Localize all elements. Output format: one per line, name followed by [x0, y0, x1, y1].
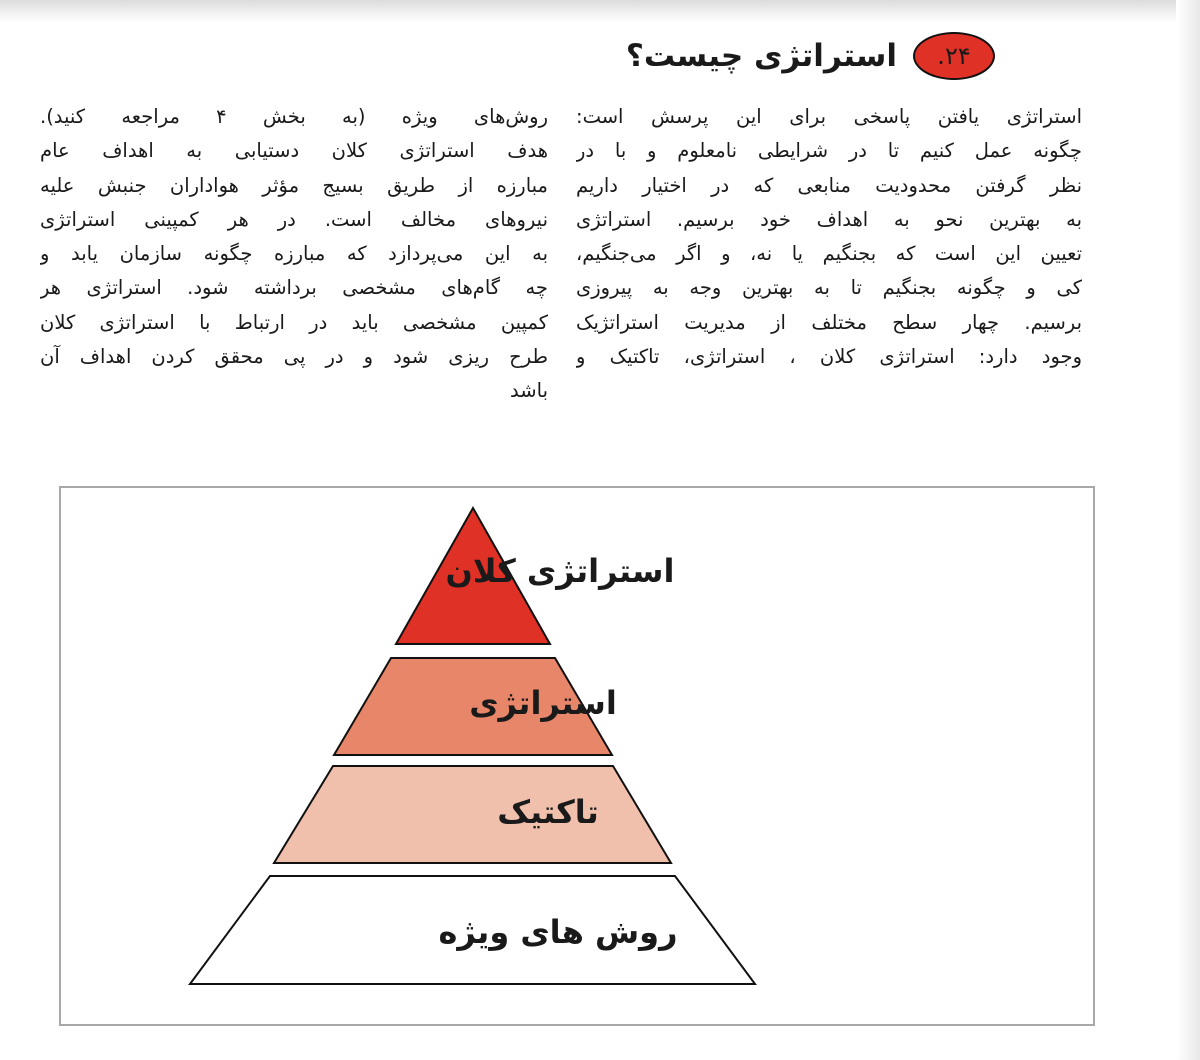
text-column-left [40, 100, 548, 409]
heading-number-badge [913, 32, 995, 80]
section-heading [626, 28, 995, 84]
heading-number: ۲۴. [937, 42, 971, 70]
pyramid-label-grand-strategy: استراتژی کلان [445, 552, 675, 590]
text-line: کمپین مشخصی باید در ارتباط با استراتژی کلان [40, 310, 548, 334]
text-line: به این می‌پردازد که مبارزه چگونه سازمان یابد و [40, 242, 548, 266]
text-column-right [576, 100, 1082, 374]
text-line: نظر گرفتن محدودیت منابعی که در اختیار داریم [576, 173, 1082, 197]
pyramid-label-tactics: تاکتیک [497, 793, 599, 831]
top-shadow-band [0, 0, 1200, 22]
text-line: مبارزه از طریق بسیج مؤثر هواداران جنبش علیه [40, 173, 548, 197]
text-line: نیروهای مخالف است. در هر کمپینی استراتژی [40, 207, 548, 231]
text-line: باشد [510, 379, 548, 403]
heading-title: استراتژی چیست؟ [625, 38, 897, 74]
pyramid-label-strategy: استراتژی [469, 684, 617, 722]
text-line: کی و چگونه بجنگیم تا به بهترین وجه به پیروزی [576, 276, 1082, 300]
pyramid-label-specific-methods: روش های ویژه [438, 913, 678, 951]
text-line: هدف استراتژی کلان دستیابی به اهداف عام [40, 139, 548, 163]
page-edge-shadow [1176, 0, 1200, 1060]
pyramid-figure-frame [59, 486, 1095, 1026]
text-line: استراتژی یافتن پاسخی برای این پرسش است: [576, 105, 1082, 128]
text-line: به بهترین نحو به اهداف خود برسیم. استراتژی [576, 207, 1082, 231]
text-line: وجود دارد: استراتژی کلان ، استراتژی، تاکتیک و [576, 345, 1082, 369]
text-line: چگونه عمل کنیم تا در شرایطی نامعلوم و با در [576, 139, 1082, 163]
pyramid-level-tactics [274, 766, 671, 863]
pyramid-diagram [61, 488, 1093, 1024]
text-line: طرح ریزی شود و در پی محقق کردن اهداف آن [40, 345, 548, 369]
text-line: روش‌های ویژه (به بخش ۴ مراجعه کنید). [40, 105, 548, 128]
text-line: برسیم. چهار سطح مختلف از مدیریت استراتژیک [576, 310, 1082, 334]
text-line: چه گام‌های مشخصی برداشته شود. استراتژی هر [40, 276, 548, 300]
text-line: تعیین این است که بجنگیم یا نه، و اگر می‌جنگیم، [576, 242, 1082, 266]
